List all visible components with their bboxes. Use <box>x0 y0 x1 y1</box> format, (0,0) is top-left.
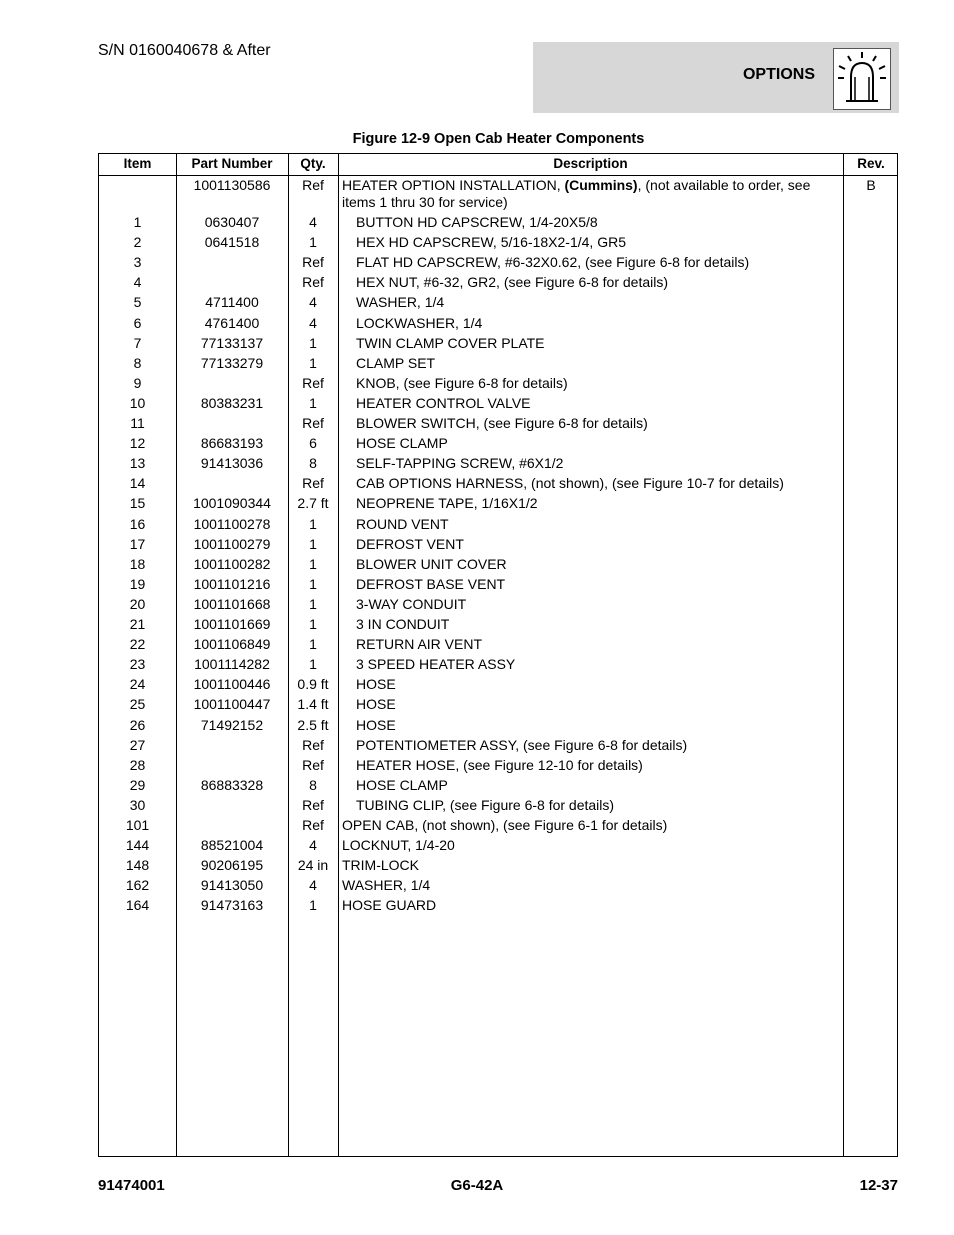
quantity: Ref <box>302 736 324 753</box>
quantity: Ref <box>302 796 324 813</box>
item-number: 164 <box>125 897 150 914</box>
part-number: 71492152 <box>200 716 264 733</box>
description: HOSE GUARD <box>342 897 437 914</box>
part-number: 91473163 <box>200 897 264 914</box>
quantity: 0.9 ft <box>297 676 329 693</box>
description: CLAMP SET <box>356 354 436 371</box>
quantity: 1 <box>309 515 317 532</box>
item-number: 4 <box>133 274 142 291</box>
part-number: 77133137 <box>200 334 264 351</box>
item-number: 20 <box>129 595 146 612</box>
part-number: 1001100447 <box>193 696 271 713</box>
description-part-c: , (not available to order, see <box>637 177 811 193</box>
quantity: 2.5 ft <box>297 716 329 733</box>
part-number: 91413050 <box>200 877 264 894</box>
quantity: 4 <box>309 314 317 331</box>
quantity: 2.7 ft <box>297 495 329 512</box>
item-number: 29 <box>129 776 146 793</box>
item-number: 162 <box>125 877 150 894</box>
part-number: 80383231 <box>200 394 264 411</box>
description: DEFROST BASE VENT <box>356 575 506 592</box>
footer-model: G6-42A <box>450 1177 504 1194</box>
description: 3-WAY CONDUIT <box>356 595 467 612</box>
description: LOCKNUT, 1/4-20 <box>342 837 455 854</box>
quantity: 1 <box>309 234 317 251</box>
part-number: 4761400 <box>204 314 260 331</box>
part-number: 86683193 <box>200 435 264 452</box>
description: ROUND VENT <box>356 515 449 532</box>
item-number: 24 <box>129 676 146 693</box>
item-number: 18 <box>129 555 146 572</box>
part-number: 1001100282 <box>193 555 271 572</box>
description: KNOB, (see Figure 6-8 for details) <box>356 374 568 391</box>
part-number: 4711400 <box>205 294 259 311</box>
description: NEOPRENE TAPE, 1/16X1/2 <box>356 495 538 512</box>
description: FLAT HD CAPSCREW, #6-32X0.62, (see Figure 6-8 for details) <box>356 254 750 271</box>
quantity: Ref <box>302 177 324 193</box>
quantity: 24 in <box>297 857 329 874</box>
item-number: 148 <box>125 857 150 874</box>
quantity: 4 <box>309 294 317 311</box>
description-part-d: items 1 thru 30 for service) <box>342 194 508 210</box>
item-number: 28 <box>129 756 146 773</box>
description: HOSE <box>356 676 396 693</box>
item-number: 27 <box>129 736 146 753</box>
part-number: 1001101216 <box>193 575 271 592</box>
description: CAB OPTIONS HARNESS, (not shown), (see Figure 10-7 for details) <box>356 475 784 492</box>
item-number: 30 <box>129 796 146 813</box>
description: POTENTIOMETER ASSY, (see Figure 6-8 for details) <box>356 736 688 753</box>
quantity: 1 <box>309 334 317 351</box>
part-number: 1001106849 <box>193 636 271 653</box>
part-number: 1001101668 <box>193 595 271 612</box>
item-number: 23 <box>129 656 146 673</box>
item-number: 5 <box>133 294 142 311</box>
header-divider <box>99 175 897 176</box>
description: 3 SPEED HEATER ASSY <box>356 656 516 673</box>
description: TWIN CLAMP COVER PLATE <box>356 334 545 351</box>
description: HOSE <box>356 716 396 733</box>
description: HOSE CLAMP <box>356 435 448 452</box>
item-number: 13 <box>129 455 146 472</box>
part-number: 0641518 <box>204 234 260 251</box>
column-header-description: Description <box>553 156 628 171</box>
quantity: 1 <box>309 595 317 612</box>
description: SELF-TAPPING SCREW, #6X1/2 <box>356 455 564 472</box>
item-number: 19 <box>129 575 146 592</box>
part-number: 88521004 <box>200 837 264 854</box>
item-number: 101 <box>125 817 150 833</box>
item-number: 144 <box>125 837 150 854</box>
part-number: 90206195 <box>200 857 264 874</box>
description: HEATER CONTROL VALVE <box>356 394 531 411</box>
part-number: 77133279 <box>200 354 264 371</box>
quantity: 1 <box>309 555 317 572</box>
description: DEFROST VENT <box>356 535 464 552</box>
quantity: Ref <box>302 817 324 833</box>
item-number: 3 <box>133 254 142 271</box>
description <box>342 177 812 211</box>
description: HOSE CLAMP <box>356 776 448 793</box>
description: HEATER HOSE, (see Figure 12-10 for details) <box>356 756 643 773</box>
description: 3 IN CONDUIT <box>356 616 450 632</box>
item-number: 11 <box>130 415 145 431</box>
part-number: 1001100279 <box>193 535 271 552</box>
figure-title: Figure 12-9 Open Cab Heater Components <box>352 131 645 147</box>
quantity: 1.4 ft <box>297 696 329 713</box>
description: BUTTON HD CAPSCREW, 1/4-20X5/8 <box>356 214 598 230</box>
parts-table <box>98 153 898 1157</box>
quantity: Ref <box>302 254 324 271</box>
revision: B <box>866 177 876 193</box>
description: HEX HD CAPSCREW, 5/16-18X2-1/4, GR5 <box>356 234 626 251</box>
item-number: 12 <box>129 435 146 452</box>
quantity: 1 <box>309 656 317 673</box>
description: HOSE <box>356 696 396 713</box>
item-number: 21 <box>129 616 146 632</box>
item-number: 25 <box>129 696 146 713</box>
quantity: 6 <box>309 435 317 452</box>
quantity: 8 <box>309 776 317 793</box>
item-number: 26 <box>129 716 146 733</box>
description-part-a: HEATER OPTION INSTALLATION, <box>342 177 565 193</box>
cab-light-icon <box>833 48 891 110</box>
section-header <box>533 42 899 113</box>
description: BLOWER SWITCH, (see Figure 6-8 for details) <box>356 415 648 431</box>
part-number: 86883328 <box>200 776 264 793</box>
part-number: 1001130586 <box>193 177 271 193</box>
column-header-rev: Rev. <box>857 156 885 171</box>
part-number: 1001101669 <box>193 616 271 632</box>
description: RETURN AIR VENT <box>356 636 483 653</box>
quantity: Ref <box>302 415 324 431</box>
column-header-part-number: Part Number <box>191 156 273 171</box>
item-number: 22 <box>129 636 146 653</box>
item-number: 14 <box>129 475 146 492</box>
description: WASHER, 1/4 <box>342 877 431 894</box>
serial-number: S/N 0160040678 & After <box>98 42 271 59</box>
column-header-qty: Qty. <box>300 156 326 171</box>
footer-page-number: 12-37 <box>859 1177 898 1194</box>
section-title: OPTIONS <box>742 66 815 83</box>
description-bold: (Cummins) <box>564 177 638 193</box>
quantity: 1 <box>309 394 317 411</box>
quantity: Ref <box>302 475 324 492</box>
description: OPEN CAB, (not shown), (see Figure 6-1 for details) <box>342 817 668 833</box>
description: BLOWER UNIT COVER <box>356 555 507 572</box>
footer-doc-number: 91474001 <box>98 1177 165 1194</box>
quantity: 4 <box>309 214 317 230</box>
quantity: 1 <box>309 616 317 632</box>
quantity: Ref <box>302 756 324 773</box>
part-number: 0630407 <box>204 214 260 230</box>
part-number: 1001100278 <box>193 515 271 532</box>
quantity: Ref <box>302 374 324 391</box>
description: HEX NUT, #6-32, GR2, (see Figure 6-8 for details) <box>356 274 669 291</box>
description: TUBING CLIP, (see Figure 6-8 for details) <box>356 796 615 813</box>
column-divider <box>338 154 339 1156</box>
item-number: 2 <box>133 234 142 251</box>
part-number: 1001114282 <box>194 656 270 673</box>
quantity: Ref <box>302 274 324 291</box>
quantity: 4 <box>309 877 317 894</box>
quantity: 8 <box>309 455 317 472</box>
column-header-item: Item <box>123 156 152 171</box>
item-number: 7 <box>133 334 142 351</box>
quantity: 1 <box>309 575 317 592</box>
description: TRIM-LOCK <box>342 857 419 874</box>
quantity: 1 <box>309 535 317 552</box>
quantity: 1 <box>309 636 317 653</box>
quantity: 1 <box>309 354 317 371</box>
part-number: 91413036 <box>200 455 264 472</box>
item-number: 16 <box>129 515 146 532</box>
part-number: 1001100446 <box>193 676 271 693</box>
item-number: 1 <box>133 214 142 230</box>
column-divider <box>843 154 844 1156</box>
description: WASHER, 1/4 <box>356 294 445 311</box>
item-number: 15 <box>129 495 146 512</box>
part-number: 1001090344 <box>193 495 271 512</box>
item-number: 17 <box>129 535 146 552</box>
item-number: 6 <box>133 314 142 331</box>
item-number: 8 <box>133 354 142 371</box>
quantity: 4 <box>309 837 317 854</box>
quantity: 1 <box>309 897 317 914</box>
description: LOCKWASHER, 1/4 <box>356 314 483 331</box>
item-number: 9 <box>133 374 142 391</box>
item-number: 10 <box>129 394 146 411</box>
